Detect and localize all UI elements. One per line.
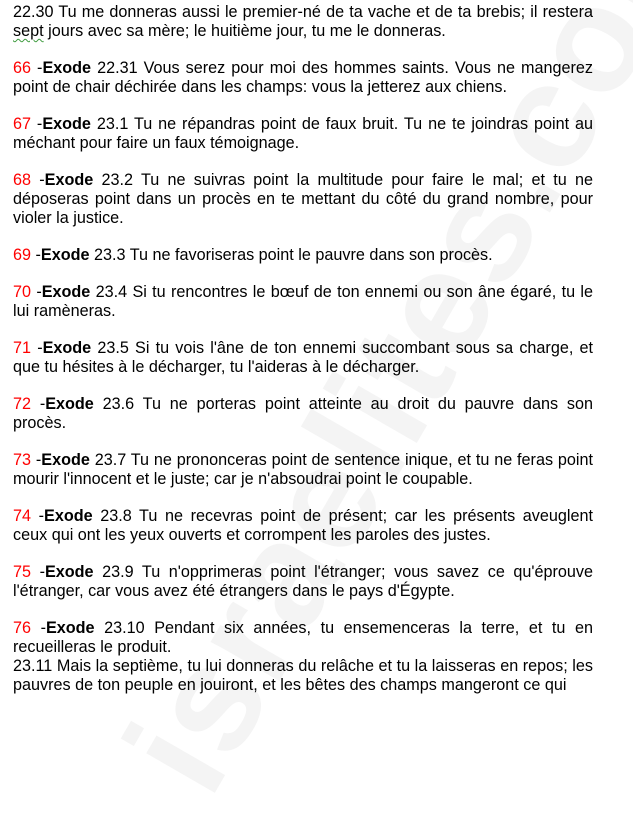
book-name: Exode	[44, 507, 93, 525]
verse-number: 66	[13, 59, 32, 77]
verse-number: 74	[13, 507, 32, 525]
intro-paragraph	[13, 3, 593, 41]
book-name: Exode	[41, 283, 91, 301]
verse-text: 22.31 Vous serez pour moi des hommes saints. Vous ne mangerez point de chair déchirée dans les champs: vous la jetterez aux chiens.	[13, 59, 593, 96]
verse-continuation: 23.11 Mais la septième, tu lui donneras du relâche et tu la laisseras en repos; les pauvres de ton peuple en jouiront, et les bêtes des champs mangeront ce qui	[13, 657, 593, 694]
verse-69: 69 -Exode 23.3 Tu ne favoriseras point le pauvre dans son procès.	[13, 246, 493, 264]
verse-text: 23.10 Pendant six années, tu ensemenceras la terre, et tu en recueilleras le produit.	[13, 619, 593, 656]
verse-text: 23.4 Si tu rencontres le bœuf de ton ennemi ou son âne égaré, tu le lui ramèneras.	[13, 283, 594, 320]
book-name: Exode	[42, 115, 91, 133]
verse-number: 70	[13, 283, 32, 301]
book-name: Exode	[42, 339, 92, 357]
verse-number: 73	[13, 451, 32, 469]
verse-66: 66 -Exode 22.31 Vous serez pour moi des hommes saints. Vous ne mangerez point de chair déchirée dans les champs: vous la jetterez aux chiens.	[13, 59, 593, 96]
document-page	[13, 3, 593, 695]
book-name: Exode	[45, 619, 95, 637]
verse-text: 23.9 Tu n'opprimeras point l'étranger; vous savez ce qu'éprouve l'étranger, car vous avez été étrangers dans le pays d'Égypte.	[13, 563, 594, 600]
verse-72: 72 -Exode 23.6 Tu ne porteras point atteinte au droit du pauvre dans son procès.	[13, 395, 593, 432]
verse-number: 69	[13, 246, 32, 264]
book-name: Exode	[45, 395, 94, 413]
verse-number: 76	[13, 619, 32, 637]
verse-text: 23.5 Si tu vois l'âne de ton ennemi succombant sous sa charge, et que tu hésites à le décharger, tu l'aideras à le décharger.	[13, 339, 593, 376]
verse-text: 23.2 Tu ne suivras point la multitude pour faire le mal; et tu ne déposeras point dans un procès en te mettant du côté du grand nombre, pour violer la justice.	[13, 171, 594, 227]
book-name: Exode	[44, 563, 94, 581]
book-name: Exode	[44, 171, 94, 189]
spellcheck-flagged-word[interactable]: sept	[13, 22, 44, 40]
verse-text: 23.1 Tu ne répandras point de faux bruit. Tu ne te joindras point au méchant pour faire un faux témoignage.	[13, 115, 594, 152]
verse-number: 71	[13, 339, 32, 357]
verse-number: 68	[13, 171, 32, 189]
book-name: Exode	[40, 246, 90, 264]
verse-73: 73 -Exode 23.7 Tu ne prononceras point de sentence inique, et tu ne feras point mourir l'innocent et le juste; car je n'absoudrai point le coupable.	[13, 451, 593, 488]
verse-67: 67 -Exode 23.1 Tu ne répandras point de faux bruit. Tu ne te joindras point au méchant pour faire un faux témoignage.	[13, 115, 594, 152]
verse-71: 71 -Exode 23.5 Si tu vois l'âne de ton ennemi succombant sous sa charge, et que tu hésites à le décharger, tu l'aideras à le décharger.	[13, 339, 593, 376]
verse-70: 70 -Exode 23.4 Si tu rencontres le bœuf de ton ennemi ou son âne égaré, tu le lui ramèneras.	[13, 283, 594, 320]
verse-text: 23.6 Tu ne porteras point atteinte au droit du pauvre dans son procès.	[13, 395, 593, 432]
verse-number: 67	[13, 115, 32, 133]
verse-75: 75 -Exode 23.9 Tu n'opprimeras point l'étranger; vous savez ce qu'éprouve l'étranger, car vous avez été étrangers dans le pays d'Égypte.	[13, 563, 594, 600]
book-name: Exode	[41, 451, 90, 469]
book-name: Exode	[42, 59, 92, 77]
verse-number: 72	[13, 395, 32, 413]
verse-74: 74 -Exode 23.8 Tu ne recevras point de présent; car les présents aveuglent ceux qui ont les yeux ouverts et corrompent les paroles des justes.	[13, 507, 594, 544]
verse-text: 23.7 Tu ne prononceras point de sentence inique, et tu ne feras point mourir l'innocent et le juste; car je n'absoudrai point le coupable.	[13, 451, 593, 488]
intro-text: 22.30 Tu me donneras aussi le premier-né de ta vache et de ta brebis; il restera	[13, 3, 593, 21]
verse-76: 76 -Exode 23.10 Pendant six années, tu ensemenceras la terre, et tu en recueilleras le produit.	[13, 619, 593, 656]
verse-number: 75	[13, 563, 32, 581]
verse-text: 23.3 Tu ne favoriseras point le pauvre dans son procès.	[89, 246, 493, 264]
verse-text: 23.8 Tu ne recevras point de présent; car les présents aveuglent ceux qui ont les yeux ouverts et corrompent les paroles des justes.	[13, 507, 594, 544]
verse-68: 68 -Exode 23.2 Tu ne suivras point la multitude pour faire le mal; et tu ne déposeras point dans un procès en te mettant du côté du grand nombre, pour violer la justice.	[13, 171, 594, 227]
intro-text-end: jours avec sa mère; le huitième jour, tu me le donneras.	[43, 22, 446, 40]
